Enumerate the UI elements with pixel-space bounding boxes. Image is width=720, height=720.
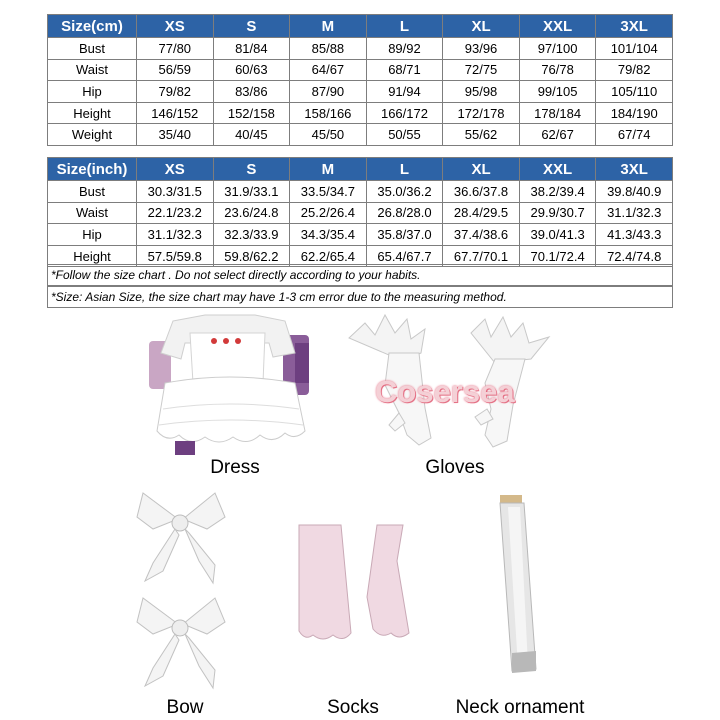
bow-label: Bow (166, 697, 204, 718)
table-cell: 59.8/62.2 (213, 245, 290, 267)
table-cell: 99/105 (519, 81, 596, 103)
table-cell: 39.8/40.9 (596, 181, 673, 203)
table-cell: 56/59 (137, 59, 214, 81)
table-cell: 65.4/67.7 (366, 245, 443, 267)
table-cell: 25.2/26.4 (290, 202, 367, 224)
table-row (48, 124, 673, 146)
table-cell: 72.4/74.8 (596, 245, 673, 267)
table-cell: 45/50 (290, 124, 367, 146)
table-cell: 50/55 (366, 124, 443, 146)
table-cell: 36.6/37.8 (443, 181, 520, 203)
table-cell: 41.3/43.3 (596, 224, 673, 246)
table-cell: 97/100 (519, 38, 596, 60)
size-header-m: M (290, 158, 367, 181)
size-header-xxl: XXL (519, 158, 596, 181)
table-cell: 37.4/38.6 (443, 224, 520, 246)
table-cell: 55/62 (443, 124, 520, 146)
size-header-s: S (213, 15, 290, 38)
measurement-label: Bust (48, 38, 137, 60)
watermark-text: Cosersea (375, 374, 515, 409)
table-cell: 39.0/41.3 (519, 224, 596, 246)
size-header-l: L (366, 158, 443, 181)
table-cell: 31.9/33.1 (213, 181, 290, 203)
size-header-3xl: 3XL (596, 15, 673, 38)
socks-image (293, 521, 413, 646)
measurement-label: Height (48, 102, 137, 124)
size-note-follow-chart: *Follow the size chart . Do not select directly according to your habits. (47, 264, 673, 286)
table-cell: 22.1/23.2 (137, 202, 214, 224)
cm-table-body (48, 38, 673, 146)
table-cell: 93/96 (443, 38, 520, 60)
measurement-label: Height (48, 245, 137, 267)
inch-table-body (48, 181, 673, 267)
inch-header-row (48, 158, 673, 181)
table-cell: 172/178 (443, 102, 520, 124)
table-cell: 30.3/31.5 (137, 181, 214, 203)
table-row (48, 38, 673, 60)
measurement-label: Waist (48, 59, 137, 81)
table-cell: 89/92 (366, 38, 443, 60)
size-header-xxl: XXL (519, 15, 596, 38)
table-cell: 105/110 (596, 81, 673, 103)
table-cell: 26.8/28.0 (366, 202, 443, 224)
table-cell: 35.8/37.0 (366, 224, 443, 246)
cm-size-table (47, 14, 673, 146)
dress-image (145, 313, 315, 458)
table-cell: 83/86 (213, 81, 290, 103)
table-cell: 31.1/32.3 (137, 224, 214, 246)
table-cell: 184/190 (596, 102, 673, 124)
table-cell: 60/63 (213, 59, 290, 81)
size-header-xs: XS (137, 15, 214, 38)
table-cell: 23.6/24.8 (213, 202, 290, 224)
table-cell: 28.4/29.5 (443, 202, 520, 224)
table-cell: 72/75 (443, 59, 520, 81)
table-row (48, 202, 673, 224)
table-cell: 32.3/33.9 (213, 224, 290, 246)
cm-header-row (48, 15, 673, 38)
size-header-l: L (366, 15, 443, 38)
table-cell: 35.0/36.2 (366, 181, 443, 203)
table-row (48, 224, 673, 246)
table-cell: 85/88 (290, 38, 367, 60)
table-cell: 158/166 (290, 102, 367, 124)
table-cell: 91/94 (366, 81, 443, 103)
neck-ornament-image (488, 493, 548, 678)
measurement-label: Waist (48, 202, 137, 224)
measurement-label: Hip (48, 81, 137, 103)
table-row (48, 59, 673, 81)
dress-label: Dress (210, 457, 260, 478)
table-cell: 76/78 (519, 59, 596, 81)
table-cell: 95/98 (443, 81, 520, 103)
table-cell: 77/80 (137, 38, 214, 60)
table-cell: 29.9/30.7 (519, 202, 596, 224)
size-header-m: M (290, 15, 367, 38)
table-cell: 146/152 (137, 102, 214, 124)
table-cell: 67.7/70.1 (443, 245, 520, 267)
table-cell: 87/90 (290, 81, 367, 103)
cosersea-watermark-logo (375, 374, 515, 410)
table-cell: 79/82 (596, 59, 673, 81)
measurement-label: Bust (48, 181, 137, 203)
table-cell: 40/45 (213, 124, 290, 146)
size-header-s: S (213, 158, 290, 181)
table-row (48, 102, 673, 124)
table-cell: 64/67 (290, 59, 367, 81)
socks-label: Socks (327, 697, 379, 718)
table-cell: 101/104 (596, 38, 673, 60)
inch-size-table (47, 157, 673, 267)
size-unit-header: Size(cm) (48, 15, 137, 38)
size-header-xl: XL (443, 15, 520, 38)
neck-ornament-label: Neck ornament (455, 697, 585, 718)
table-cell: 35/40 (137, 124, 214, 146)
bow-image-top (133, 487, 228, 587)
table-cell: 67/74 (596, 124, 673, 146)
gloves-label: Gloves (425, 457, 485, 478)
table-cell: 38.2/39.4 (519, 181, 596, 203)
bow-image-bottom (133, 592, 228, 692)
table-cell: 31.1/32.3 (596, 202, 673, 224)
size-header-xs: XS (137, 158, 214, 181)
measurement-label: Weight (48, 124, 137, 146)
table-cell: 57.5/59.8 (137, 245, 214, 267)
table-cell: 81/84 (213, 38, 290, 60)
size-unit-header: Size(inch) (48, 158, 137, 181)
table-cell: 152/158 (213, 102, 290, 124)
table-row (48, 181, 673, 203)
table-cell: 33.5/34.7 (290, 181, 367, 203)
table-cell: 68/71 (366, 59, 443, 81)
table-cell: 34.3/35.4 (290, 224, 367, 246)
measurement-label: Hip (48, 224, 137, 246)
table-cell: 70.1/72.4 (519, 245, 596, 267)
table-cell: 166/172 (366, 102, 443, 124)
size-header-3xl: 3XL (596, 158, 673, 181)
table-cell: 79/82 (137, 81, 214, 103)
size-header-xl: XL (443, 158, 520, 181)
table-cell: 62/67 (519, 124, 596, 146)
table-row (48, 81, 673, 103)
table-cell: 62.2/65.4 (290, 245, 367, 267)
size-note-asian-size: *Size: Asian Size, the size chart may have 1-3 cm error due to the measuring method. (47, 286, 673, 308)
table-cell: 178/184 (519, 102, 596, 124)
